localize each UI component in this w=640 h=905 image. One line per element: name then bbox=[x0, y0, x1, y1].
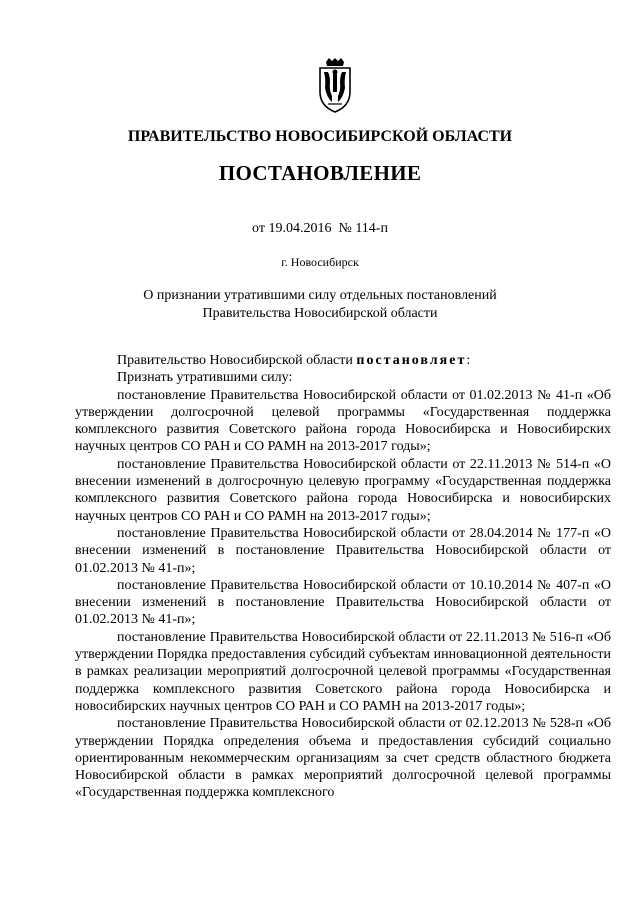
list-intro: Признать утратившими силу: bbox=[117, 370, 293, 386]
list-item: постановление Правительства Новосибирской области от 28.04.2014 № 177-п «О внесении изменений в постановление Правительства Новосибирской области от 01.02.2013 № 41-п»; bbox=[75, 525, 611, 576]
coat-of-arms-icon bbox=[312, 58, 358, 114]
organization-title: ПРАВИТЕЛЬСТВО НОВОСИБИРСКОЙ ОБЛАСТИ bbox=[127, 128, 513, 145]
intro-paragraph bbox=[75, 352, 611, 369]
list-item: постановление Правительства Новосибирской области от 10.10.2014 № 407-п «О внесении изменений в постановление Правительства Новосибирской области от 01.02.2013 № 41-п»; bbox=[75, 577, 611, 628]
list-item: постановление Правительства Новосибирской области от 22.11.2013 № 514-п «О внесении изменений в долгосрочную целевую программу «Государственная поддержка комплексного развития Советского района города Новосибирска и новосибирских научных центров СО РАН и СО РАМН на 2013-2017 годы»; bbox=[75, 456, 611, 524]
list-item: постановление Правительства Новосибирской области от 22.11.2013 № 516-п «Об утверждении Порядка предоставления субсидий субъектам инновационной деятельности в рамках реализации мероприятий долгосрочной целевой программы «Государственная поддержка комплексного развития Советского района города Новосибирска и новосибирских научных центров СО РАН и СО РАМН на 2013-2017 годы»; bbox=[75, 629, 611, 714]
list-item: постановление Правительства Новосибирской области от 01.02.2013 № 41-п «Об утверждении долгосрочной целевой программы «Государственная поддержка комплексного развития Советского района города Новосибирска и Новосибирских научных центров СО РАН и СО РАМН на 2013-2017 годы»; bbox=[75, 387, 611, 455]
document-type-title: ПОСТАНОВЛЕНИЕ bbox=[218, 161, 422, 185]
document-subject bbox=[0, 287, 640, 323]
list-item: постановление Правительства Новосибирской области от 02.12.2013 № 528-п «Об утверждении Порядка определения объема и предоставления субсидий социально ориентированным некоммерческим организациям за счет средств областного бюджета Новосибирской области в рамках мероприятий долгосрочной целевой программы «Государственная поддержка комплексного bbox=[75, 716, 611, 801]
document-city: г. Новосибирск bbox=[281, 255, 359, 269]
subject-line-2: Правительства Новосибирской области bbox=[202, 306, 438, 321]
subject-line-1: О признании утратившими силу отдельных постановлений bbox=[143, 288, 497, 303]
document-date-number: от 19.04.2016 № 114-п bbox=[252, 221, 388, 236]
intro-prefix: Правительство Новосибирской области bbox=[117, 353, 357, 368]
intro-verb: постановляет bbox=[356, 353, 467, 368]
intro-suffix: : bbox=[466, 353, 471, 368]
document-body bbox=[75, 352, 611, 802]
